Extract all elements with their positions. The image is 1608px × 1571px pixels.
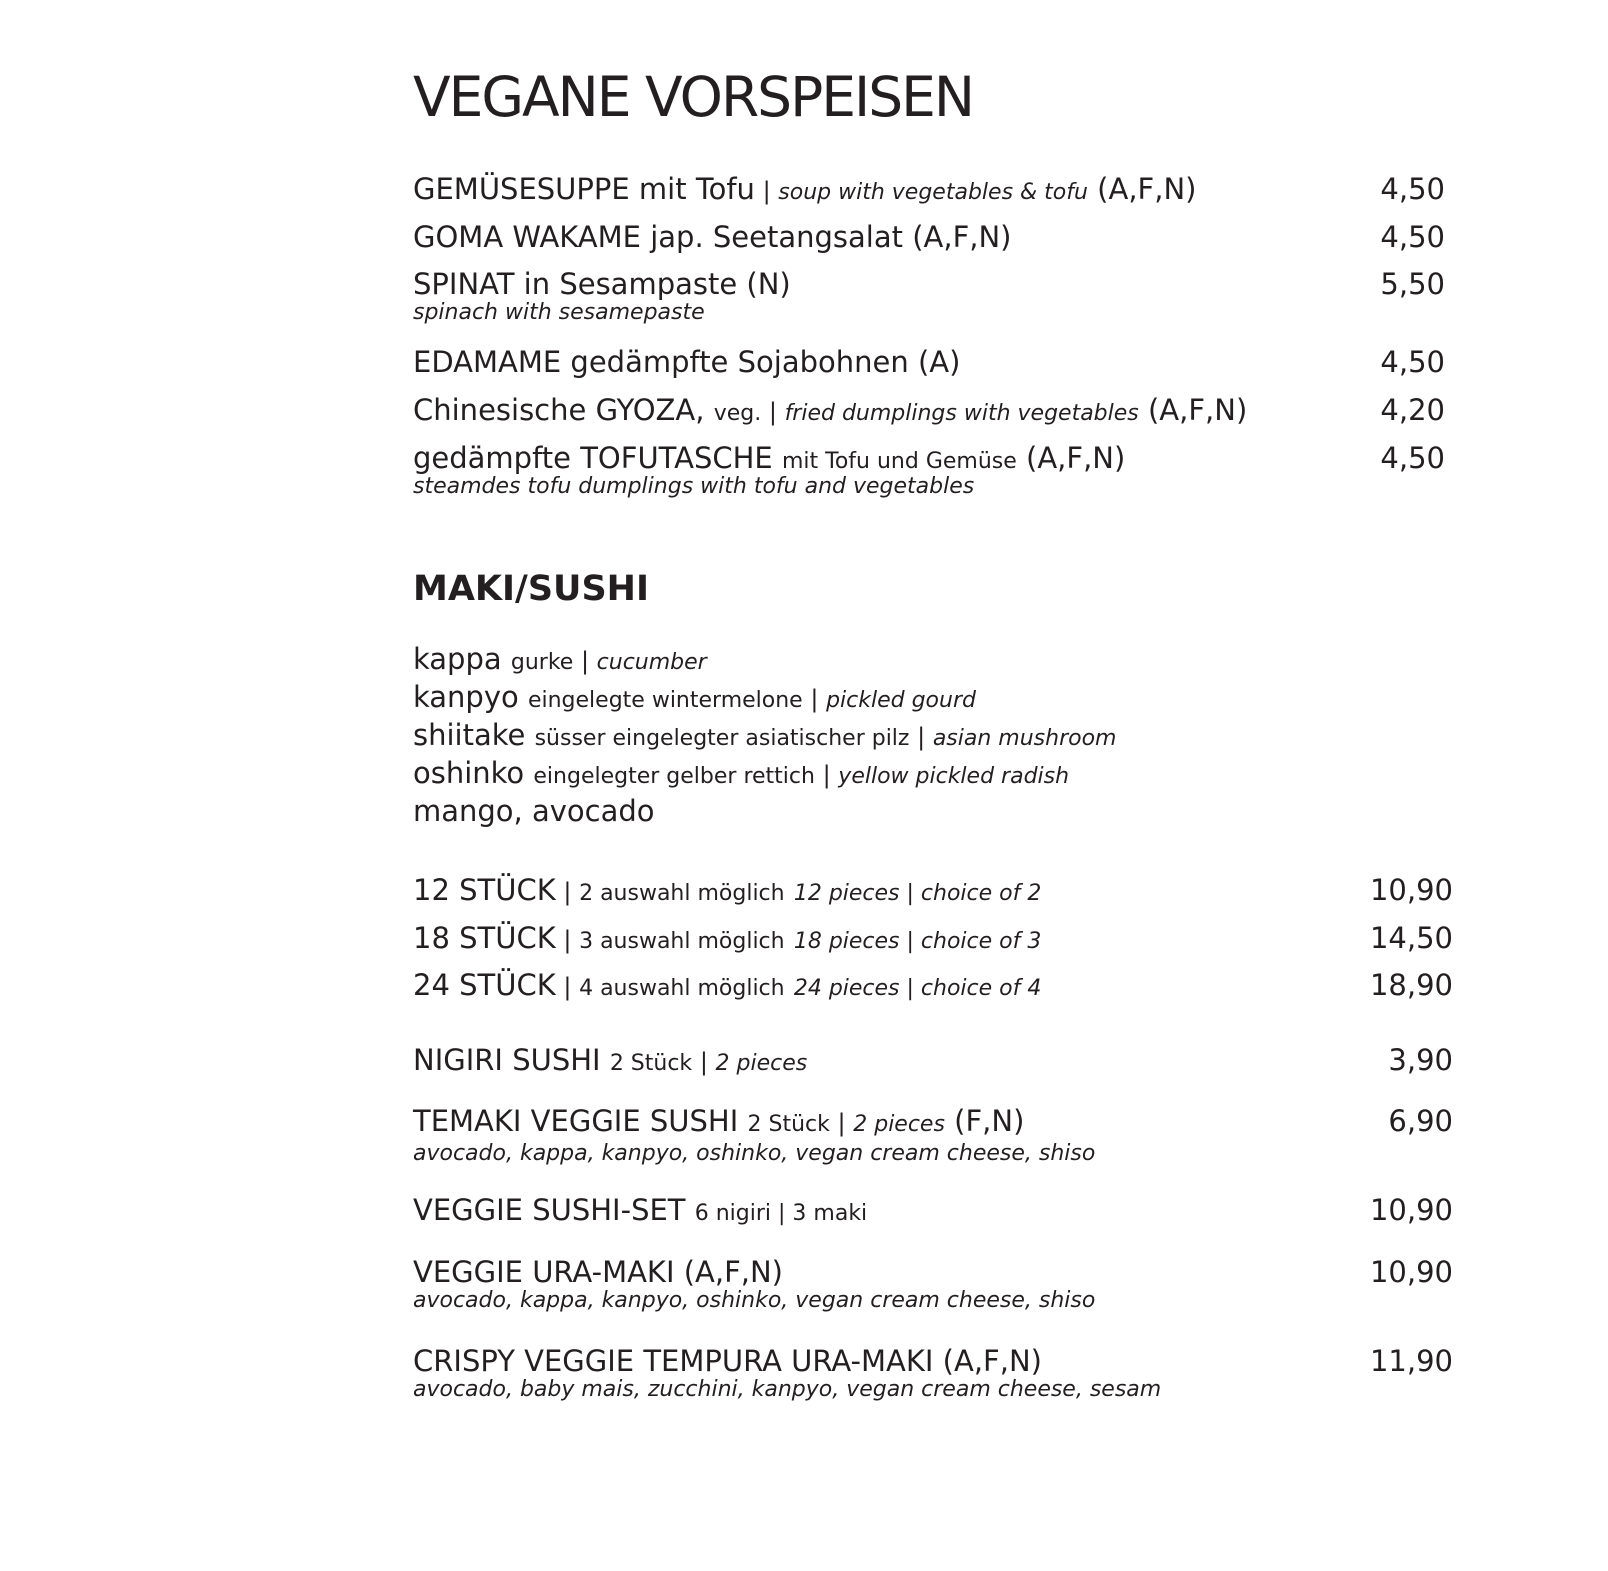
menu-item-spinat bbox=[413, 267, 791, 325]
item-name: VEGGIE URA-MAKI bbox=[413, 1255, 675, 1289]
menu-item-gemuesesuppe bbox=[413, 172, 1196, 210]
item-german: 4 auswahl möglich bbox=[579, 976, 785, 1001]
item-name: GEMÜSESUPPE mit Tofu bbox=[413, 172, 755, 206]
item-description: steamdes tofu dumplings with tofu and vegetables bbox=[413, 474, 975, 499]
separator: | bbox=[692, 1048, 716, 1076]
item-allergens: (A,F,N) bbox=[912, 220, 1012, 254]
item-price: 3,90 bbox=[1388, 1043, 1453, 1077]
filling-kanpyo bbox=[413, 680, 976, 718]
menu-item-tofutasche bbox=[413, 441, 1125, 499]
menu-item-goma-wakame bbox=[413, 220, 1011, 254]
filling-name: shiitake bbox=[413, 718, 526, 752]
filling-english: pickled gourd bbox=[826, 688, 976, 713]
separator: | bbox=[555, 878, 580, 906]
item-price: 14,50 bbox=[1369, 921, 1453, 955]
filling-name: oshinko bbox=[413, 756, 525, 790]
item-sub: mit Tofu und Gemüse bbox=[781, 449, 1017, 474]
item-price: 4,50 bbox=[1380, 220, 1445, 254]
item-price: 5,50 bbox=[1380, 267, 1445, 301]
filling-name: kappa bbox=[413, 642, 502, 676]
item-name: Chinesische GYOZA, bbox=[413, 393, 705, 427]
item-name: SPINAT in Sesampaste bbox=[413, 267, 738, 301]
filling-german: süsser eingelegter asiatischer pilz bbox=[534, 726, 910, 751]
item-price: 10,90 bbox=[1369, 1193, 1453, 1227]
item-allergens: (A,F,N) bbox=[1026, 441, 1126, 475]
item-german: 2 auswahl möglich bbox=[579, 881, 785, 906]
menu-item-24-stueck bbox=[413, 968, 1041, 1006]
separator: | bbox=[802, 685, 827, 713]
item-price: 4,50 bbox=[1380, 345, 1445, 379]
item-price: 11,90 bbox=[1369, 1344, 1453, 1378]
menu-item-edamame bbox=[413, 345, 960, 379]
filling-name: kanpyo bbox=[413, 680, 519, 714]
item-english: 2 pieces bbox=[853, 1112, 945, 1137]
item-name: NIGIRI SUSHI bbox=[413, 1043, 601, 1077]
item-german: 2 Stück bbox=[747, 1112, 830, 1137]
filling-name: mango, avocado bbox=[413, 794, 655, 828]
item-allergens: (N) bbox=[746, 267, 791, 301]
item-allergens: (A,F,N) bbox=[1147, 393, 1248, 427]
separator: | bbox=[761, 398, 785, 426]
filling-kappa bbox=[413, 642, 707, 680]
filling-mango-avocado bbox=[413, 794, 655, 828]
separator: | bbox=[573, 647, 597, 675]
item-name: GOMA WAKAME jap. Seetangsalat bbox=[413, 220, 903, 254]
item-english: 2 pieces bbox=[715, 1051, 808, 1076]
menu-item-12-stueck bbox=[413, 873, 1041, 911]
item-allergens: (A,F,N) bbox=[942, 1344, 1042, 1378]
item-name: 24 STÜCK bbox=[413, 968, 556, 1002]
item-description: avocado, kappa, kanpyo, oshinko, vegan cream cheese, shiso bbox=[413, 1141, 1096, 1166]
filling-german: eingelegte wintermelone bbox=[527, 688, 803, 713]
filling-english: cucumber bbox=[596, 650, 707, 675]
menu-item-gyoza bbox=[413, 393, 1247, 431]
section-title-vorspeisen: VEGANE VORSPEISEN bbox=[413, 65, 974, 129]
item-price: 18,90 bbox=[1369, 968, 1453, 1002]
menu-item-ura-maki bbox=[413, 1255, 1095, 1313]
item-german: 3 auswahl möglich bbox=[579, 929, 785, 954]
item-german: 6 nigiri | 3 maki bbox=[694, 1201, 868, 1226]
item-english: 18 pieces | choice of 3 bbox=[793, 929, 1042, 954]
item-name: TEMAKI VEGGIE SUSHI bbox=[413, 1104, 739, 1138]
item-german: 2 Stück bbox=[609, 1051, 693, 1076]
item-description: avocado, baby mais, zucchini, kanpyo, vegan cream cheese, sesam bbox=[413, 1377, 1162, 1402]
separator: | bbox=[555, 973, 580, 1001]
separator: | bbox=[829, 1109, 854, 1137]
filling-shiitake bbox=[413, 718, 1116, 756]
item-allergens: (A,F,N) bbox=[1097, 172, 1197, 206]
item-description: avocado, kappa, kanpyo, oshinko, vegan cream cheese, shiso bbox=[413, 1288, 1096, 1313]
item-price: 4,50 bbox=[1380, 172, 1445, 206]
item-price: 10,90 bbox=[1369, 873, 1453, 907]
menu-item-18-stueck bbox=[413, 921, 1041, 959]
item-name: 12 STÜCK bbox=[413, 873, 556, 907]
item-price: 6,90 bbox=[1388, 1104, 1453, 1138]
item-price: 4,20 bbox=[1380, 393, 1445, 427]
separator: | bbox=[555, 926, 580, 954]
section-title-maki: MAKI/SUSHI bbox=[413, 569, 649, 609]
item-english: 12 pieces | choice of 2 bbox=[793, 881, 1042, 906]
separator: | bbox=[814, 761, 839, 789]
item-price: 4,50 bbox=[1380, 441, 1445, 475]
filling-german: eingelegter gelber rettich bbox=[533, 764, 815, 789]
menu-item-temaki bbox=[413, 1104, 1095, 1166]
item-description: spinach with sesamepaste bbox=[413, 300, 705, 325]
menu-item-sushi-set bbox=[413, 1193, 867, 1227]
item-name: VEGGIE SUSHI-SET bbox=[413, 1193, 686, 1227]
item-name: gedämpfte TOFUTASCHE bbox=[413, 441, 773, 475]
filling-oshinko bbox=[413, 756, 1069, 794]
item-price: 10,90 bbox=[1369, 1255, 1453, 1289]
item-english: 24 pieces | choice of 4 bbox=[793, 976, 1042, 1001]
menu-item-nigiri bbox=[413, 1043, 807, 1081]
item-sub: veg. bbox=[713, 401, 762, 426]
item-name: EDAMAME gedämpfte Sojabohnen bbox=[413, 345, 909, 379]
menu-item-crispy-ura-maki bbox=[413, 1344, 1161, 1402]
item-allergens: (A,F,N) bbox=[683, 1255, 783, 1289]
filling-german: gurke bbox=[510, 650, 574, 675]
item-allergens: (A) bbox=[917, 345, 961, 379]
item-name: 18 STÜCK bbox=[413, 921, 556, 955]
separator: | bbox=[754, 177, 779, 205]
item-name: CRISPY VEGGIE TEMPURA URA-MAKI bbox=[413, 1344, 934, 1378]
item-allergens: (F,N) bbox=[954, 1104, 1025, 1138]
item-english: soup with vegetables & tofu bbox=[778, 180, 1088, 205]
item-english: fried dumplings with vegetables bbox=[784, 401, 1139, 426]
filling-english: yellow pickled radish bbox=[838, 764, 1070, 789]
filling-english: asian mushroom bbox=[932, 726, 1117, 751]
separator: | bbox=[909, 723, 933, 751]
